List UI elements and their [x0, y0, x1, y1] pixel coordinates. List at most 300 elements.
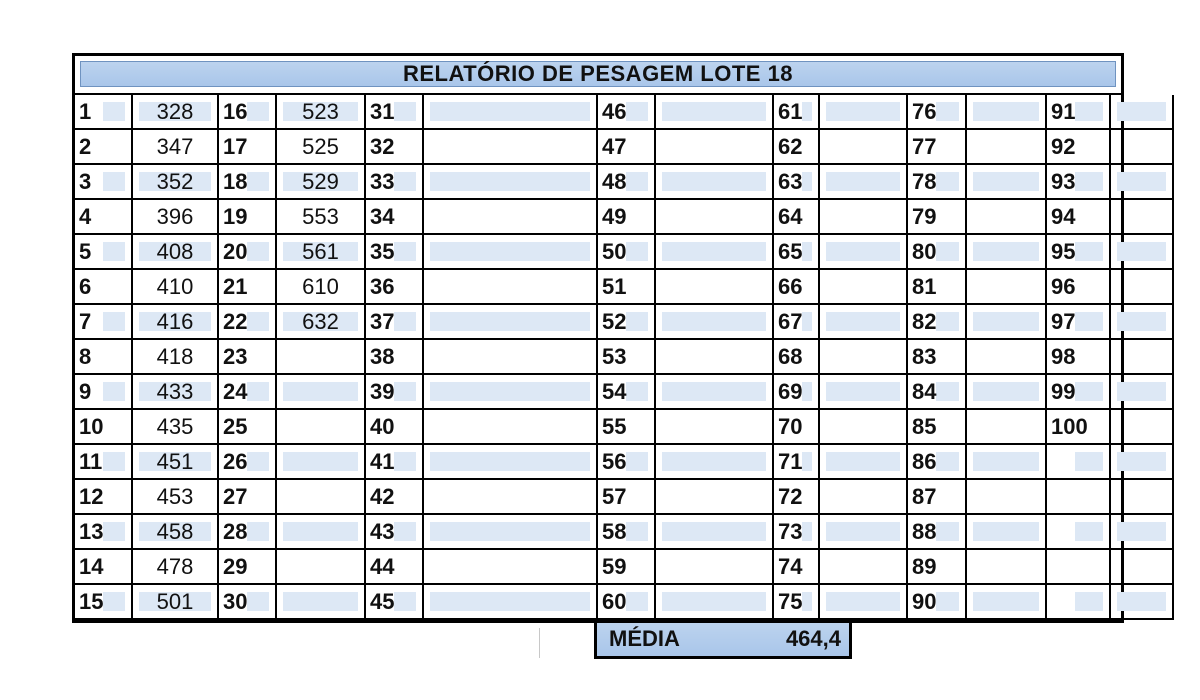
- row-number-cell: [366, 480, 424, 515]
- row-number: 88: [912, 519, 937, 544]
- row-number: 43: [370, 519, 395, 544]
- row-highlight: [103, 522, 125, 541]
- row-highlight: [936, 382, 959, 401]
- row-number: 68: [778, 344, 803, 369]
- weight-cell: [277, 375, 366, 410]
- weight-cell: [820, 270, 908, 305]
- weight-cell: [424, 410, 598, 445]
- row-number: 44: [370, 554, 395, 579]
- row-number-cell: [908, 410, 967, 445]
- row-highlight: [103, 102, 125, 121]
- row-number-cell: [598, 305, 656, 340]
- row-number-cell: [219, 165, 277, 200]
- weight-cell: [967, 375, 1047, 410]
- row-highlight: [662, 242, 766, 261]
- row-number-cell: [75, 200, 133, 235]
- row-number-cell: [908, 130, 967, 165]
- row-highlight: [1075, 172, 1103, 191]
- row-highlight: [1075, 382, 1103, 401]
- row-highlight: [1117, 312, 1166, 331]
- row-highlight: [430, 312, 590, 331]
- row-number: 99: [1051, 379, 1076, 404]
- row-highlight: [662, 172, 766, 191]
- row-highlight: [973, 312, 1039, 331]
- row-highlight: [626, 452, 648, 471]
- row-number-cell: [219, 305, 277, 340]
- row-number-cell: [1047, 515, 1111, 550]
- row-number: 79: [912, 204, 937, 229]
- row-number: 4: [79, 204, 92, 229]
- row-number-cell: [366, 130, 424, 165]
- row-highlight: [626, 522, 648, 541]
- row-number-cell: [598, 585, 656, 620]
- row-highlight: [430, 382, 590, 401]
- row-number: 23: [223, 344, 248, 369]
- row-number: 30: [223, 589, 248, 614]
- weight-cell: [1111, 305, 1174, 340]
- row-highlight: [802, 312, 812, 331]
- row-number-cell: [366, 340, 424, 375]
- row-highlight: [430, 592, 590, 611]
- weight-cell: [424, 235, 598, 270]
- row-number-cell: [75, 410, 133, 445]
- row-highlight: [973, 382, 1039, 401]
- weight-cell: [656, 235, 774, 270]
- row-highlight: [394, 102, 416, 121]
- row-number-cell: [219, 375, 277, 410]
- row-number-cell: [908, 95, 967, 130]
- weight-cell: [820, 165, 908, 200]
- row-number-cell: [366, 550, 424, 585]
- row-number-cell: [75, 375, 133, 410]
- weight-cell: [656, 480, 774, 515]
- row-highlight: [1075, 522, 1103, 541]
- row-number-cell: [219, 480, 277, 515]
- row-number-cell: [774, 165, 820, 200]
- row-highlight: [826, 452, 900, 471]
- row-number-cell: [219, 515, 277, 550]
- row-highlight: [430, 452, 590, 471]
- row-highlight: [802, 102, 812, 121]
- weight-cell: [277, 270, 366, 305]
- row-number-cell: [219, 200, 277, 235]
- row-highlight: [662, 382, 766, 401]
- weight-cell: [967, 95, 1047, 130]
- weight-cell: [1111, 235, 1174, 270]
- weight-value: 347: [156, 134, 194, 159]
- row-highlight: [973, 172, 1039, 191]
- row-number: 38: [370, 344, 395, 369]
- row-number-cell: [219, 410, 277, 445]
- row-number: 16: [223, 99, 248, 124]
- weight-cell: [133, 410, 219, 445]
- weight-value: 410: [156, 274, 194, 299]
- row-highlight: [103, 242, 125, 261]
- row-number-cell: [366, 410, 424, 445]
- row-highlight: [626, 102, 648, 121]
- row-number-cell: [75, 165, 133, 200]
- row-number-cell: [598, 515, 656, 550]
- row-number: 41: [370, 449, 395, 474]
- row-number-cell: [598, 550, 656, 585]
- row-number: 31: [370, 99, 395, 124]
- row-number: 15: [79, 589, 104, 614]
- weight-cell: [277, 515, 366, 550]
- weight-value: 478: [156, 554, 194, 579]
- weight-cell: [967, 305, 1047, 340]
- weights-grid: [75, 93, 1121, 620]
- weight-cell: [967, 515, 1047, 550]
- weight-cell: [133, 270, 219, 305]
- row-number-cell: [1047, 410, 1111, 445]
- row-number-cell: [908, 305, 967, 340]
- weight-cell: [1111, 130, 1174, 165]
- row-number: 86: [912, 449, 937, 474]
- row-number-cell: [1047, 550, 1111, 585]
- weight-cell: [820, 235, 908, 270]
- row-highlight: [936, 102, 959, 121]
- row-highlight: [826, 312, 900, 331]
- row-highlight: [973, 592, 1039, 611]
- weight-cell: [277, 130, 366, 165]
- row-number-cell: [366, 445, 424, 480]
- row-number-cell: [1047, 130, 1111, 165]
- row-highlight: [430, 102, 590, 121]
- weight-cell: [277, 410, 366, 445]
- row-number: 7: [79, 309, 92, 334]
- row-number: 57: [602, 484, 627, 509]
- weight-value: 453: [156, 484, 194, 509]
- weight-cell: [133, 480, 219, 515]
- row-highlight: [662, 102, 766, 121]
- row-highlight: [283, 522, 358, 541]
- weight-cell: [424, 165, 598, 200]
- weight-cell: [133, 585, 219, 620]
- row-number: 33: [370, 169, 395, 194]
- row-number: 11: [79, 449, 103, 474]
- weight-cell: [820, 95, 908, 130]
- row-highlight: [103, 172, 125, 191]
- row-number: 27: [223, 484, 248, 509]
- row-highlight: [247, 242, 269, 261]
- row-number: 64: [778, 204, 803, 229]
- row-number: 10: [79, 414, 104, 439]
- row-highlight: [826, 522, 900, 541]
- weight-cell: [820, 130, 908, 165]
- row-number: 82: [912, 309, 937, 334]
- weight-cell: [656, 410, 774, 445]
- weight-cell: [424, 515, 598, 550]
- row-number: 94: [1051, 204, 1076, 229]
- row-number: 48: [602, 169, 627, 194]
- row-number-cell: [219, 95, 277, 130]
- weight-cell: [424, 130, 598, 165]
- row-highlight: [394, 592, 416, 611]
- row-number: 28: [223, 519, 248, 544]
- row-number: 81: [912, 274, 937, 299]
- row-number: 97: [1051, 309, 1076, 334]
- row-number: 51: [602, 274, 627, 299]
- row-number-cell: [598, 410, 656, 445]
- row-number: 45: [370, 589, 395, 614]
- row-number-cell: [774, 480, 820, 515]
- weight-cell: [424, 340, 598, 375]
- row-number-cell: [774, 270, 820, 305]
- row-highlight: [973, 102, 1039, 121]
- row-highlight: [1117, 242, 1166, 261]
- row-number: 24: [223, 379, 248, 404]
- row-highlight: [103, 382, 125, 401]
- weight-cell: [1111, 375, 1174, 410]
- row-number-cell: [1047, 305, 1111, 340]
- row-number-cell: [598, 480, 656, 515]
- row-number: 47: [602, 134, 627, 159]
- weight-cell: [424, 270, 598, 305]
- row-number-cell: [598, 235, 656, 270]
- weight-cell: [656, 515, 774, 550]
- weight-cell: [424, 95, 598, 130]
- row-number-cell: [366, 165, 424, 200]
- weight-cell: [424, 200, 598, 235]
- row-number: 29: [223, 554, 248, 579]
- row-number-cell: [75, 550, 133, 585]
- row-number: 98: [1051, 344, 1076, 369]
- row-highlight: [936, 242, 959, 261]
- row-highlight: [103, 312, 125, 331]
- row-number: 25: [223, 414, 248, 439]
- weight-cell: [656, 445, 774, 480]
- row-highlight: [626, 172, 648, 191]
- row-highlight: [1075, 312, 1103, 331]
- average-value: 464,4: [785, 626, 841, 651]
- row-number-cell: [908, 165, 967, 200]
- weight-value: 433: [156, 379, 194, 404]
- row-number-cell: [75, 585, 133, 620]
- weight-cell: [656, 270, 774, 305]
- row-highlight: [1117, 172, 1166, 191]
- row-highlight: [662, 312, 766, 331]
- row-number: 74: [778, 554, 803, 579]
- row-number: 70: [778, 414, 803, 439]
- row-number-cell: [1047, 445, 1111, 480]
- row-number: 60: [602, 589, 627, 614]
- row-number-cell: [366, 200, 424, 235]
- row-number: 73: [778, 519, 803, 544]
- weight-cell: [133, 130, 219, 165]
- row-highlight: [394, 382, 416, 401]
- row-number-cell: [1047, 95, 1111, 130]
- weight-cell: [656, 95, 774, 130]
- row-highlight: [936, 592, 959, 611]
- weight-cell: [967, 550, 1047, 585]
- row-number-cell: [75, 515, 133, 550]
- row-number-cell: [1047, 270, 1111, 305]
- row-highlight: [936, 312, 959, 331]
- row-highlight: [394, 312, 416, 331]
- weight-value: 416: [156, 309, 194, 334]
- row-number-cell: [75, 305, 133, 340]
- weight-cell: [1111, 165, 1174, 200]
- row-number-cell: [598, 445, 656, 480]
- weight-value: 501: [156, 589, 194, 614]
- row-number-cell: [774, 95, 820, 130]
- row-number: 78: [912, 169, 937, 194]
- row-highlight: [826, 242, 900, 261]
- row-highlight: [430, 172, 590, 191]
- row-highlight: [247, 452, 269, 471]
- row-number-cell: [75, 270, 133, 305]
- row-number-cell: [774, 200, 820, 235]
- weight-cell: [1111, 270, 1174, 305]
- row-number-cell: [774, 410, 820, 445]
- row-number: 53: [602, 344, 627, 369]
- row-number-cell: [598, 270, 656, 305]
- weight-cell: [1111, 95, 1174, 130]
- row-number: 89: [912, 554, 937, 579]
- row-number-cell: [75, 235, 133, 270]
- row-highlight: [394, 172, 416, 191]
- weight-cell: [1111, 200, 1174, 235]
- row-number: 5: [79, 239, 92, 264]
- weight-value: 328: [156, 99, 194, 124]
- row-number-cell: [1047, 340, 1111, 375]
- weight-value: 553: [302, 204, 339, 229]
- row-highlight: [626, 382, 648, 401]
- row-number-cell: [366, 95, 424, 130]
- row-number-cell: [908, 340, 967, 375]
- row-number: 34: [370, 204, 395, 229]
- row-highlight: [973, 452, 1039, 471]
- row-number: 32: [370, 134, 395, 159]
- weight-cell: [277, 305, 366, 340]
- row-number: 50: [602, 239, 627, 264]
- row-highlight: [1117, 102, 1166, 121]
- weight-cell: [967, 130, 1047, 165]
- row-number-cell: [774, 585, 820, 620]
- row-number: 55: [602, 414, 627, 439]
- row-highlight: [662, 452, 766, 471]
- report-title: RELATÓRIO DE PESAGEM LOTE 18: [80, 61, 1116, 87]
- row-number: 85: [912, 414, 937, 439]
- row-number-cell: [75, 480, 133, 515]
- row-number-cell: [1047, 200, 1111, 235]
- row-number-cell: [219, 340, 277, 375]
- weight-cell: [424, 585, 598, 620]
- row-number-cell: [219, 270, 277, 305]
- average-box: [594, 623, 852, 659]
- row-number: 18: [223, 169, 248, 194]
- row-highlight: [394, 522, 416, 541]
- weight-cell: [1111, 340, 1174, 375]
- row-number-cell: [774, 130, 820, 165]
- row-number: 8: [79, 344, 92, 369]
- row-number: 6: [79, 274, 92, 299]
- row-number: 26: [223, 449, 248, 474]
- row-highlight: [802, 592, 812, 611]
- row-highlight: [802, 452, 812, 471]
- row-number: 9: [79, 379, 92, 404]
- weight-cell: [967, 585, 1047, 620]
- row-highlight: [247, 522, 269, 541]
- row-highlight: [826, 592, 900, 611]
- row-number-cell: [598, 130, 656, 165]
- weighing-report-table: [72, 53, 1124, 623]
- row-number: 14: [79, 554, 104, 579]
- weight-value: 352: [156, 169, 194, 194]
- weight-cell: [133, 445, 219, 480]
- row-number: 63: [778, 169, 803, 194]
- weight-cell: [133, 235, 219, 270]
- row-highlight: [283, 382, 358, 401]
- row-number: 40: [370, 414, 395, 439]
- row-highlight: [1117, 382, 1166, 401]
- row-highlight: [973, 522, 1039, 541]
- row-number: 67: [778, 309, 803, 334]
- row-number-cell: [1047, 165, 1111, 200]
- row-number: 59: [602, 554, 627, 579]
- row-number-cell: [774, 340, 820, 375]
- row-highlight: [662, 592, 766, 611]
- weight-value: 451: [156, 449, 194, 474]
- row-highlight: [247, 382, 269, 401]
- weight-cell: [133, 340, 219, 375]
- row-number: 3: [79, 169, 92, 194]
- row-highlight: [247, 102, 269, 121]
- weight-cell: [133, 165, 219, 200]
- row-number-cell: [908, 550, 967, 585]
- row-highlight: [1117, 592, 1166, 611]
- weight-value: 435: [156, 414, 194, 439]
- weight-cell: [967, 270, 1047, 305]
- weight-cell: [820, 445, 908, 480]
- row-number: 36: [370, 274, 395, 299]
- cell-divider-mark: [539, 628, 540, 658]
- row-number-cell: [219, 585, 277, 620]
- weight-cell: [1111, 585, 1174, 620]
- weight-cell: [656, 165, 774, 200]
- weight-cell: [967, 480, 1047, 515]
- row-number-cell: [366, 375, 424, 410]
- row-number-cell: [774, 305, 820, 340]
- weight-cell: [277, 340, 366, 375]
- weight-cell: [1111, 480, 1174, 515]
- row-number: 66: [778, 274, 803, 299]
- row-number: 21: [223, 274, 248, 299]
- row-number: 1: [79, 99, 92, 124]
- row-highlight: [662, 522, 766, 541]
- row-number-cell: [774, 235, 820, 270]
- row-number: 56: [602, 449, 627, 474]
- row-number: 42: [370, 484, 395, 509]
- row-number: 22: [223, 309, 248, 334]
- weight-cell: [967, 235, 1047, 270]
- weight-cell: [277, 200, 366, 235]
- weight-cell: [277, 165, 366, 200]
- weight-value: 458: [156, 519, 194, 544]
- row-number: 20: [223, 239, 248, 264]
- row-number-cell: [598, 95, 656, 130]
- row-highlight: [802, 382, 812, 401]
- row-number: 77: [912, 134, 937, 159]
- row-number: 54: [602, 379, 627, 404]
- row-highlight: [802, 242, 812, 261]
- row-number: 65: [778, 239, 803, 264]
- weight-cell: [656, 130, 774, 165]
- row-number-cell: [908, 585, 967, 620]
- row-number: 52: [602, 309, 627, 334]
- row-number: 71: [778, 449, 803, 474]
- row-number: 92: [1051, 134, 1076, 159]
